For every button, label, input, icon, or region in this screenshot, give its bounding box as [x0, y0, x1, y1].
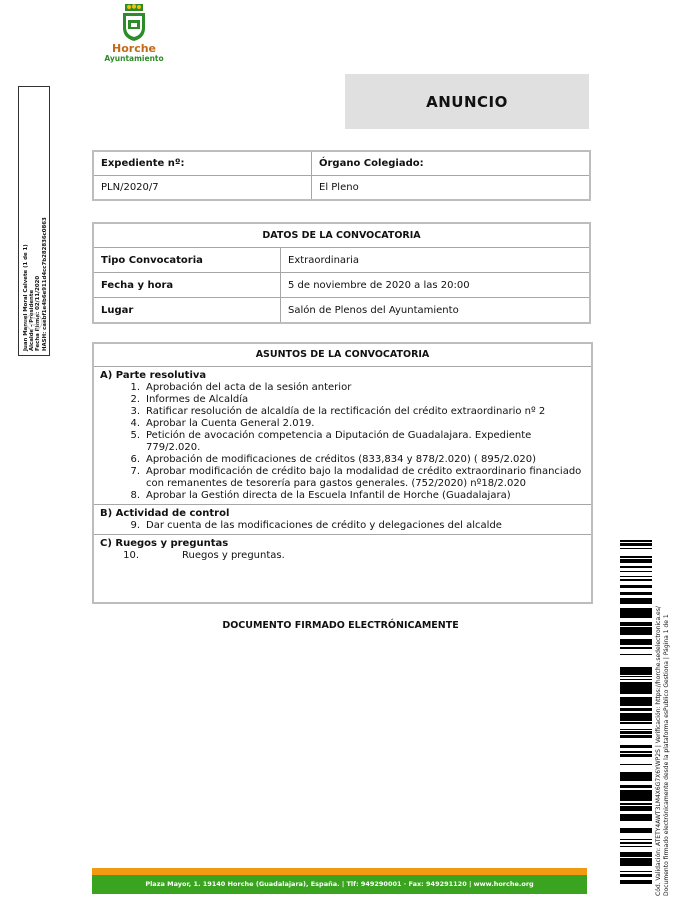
signature-date-line: Fecha Firma: 02/11/2020	[35, 275, 42, 351]
barcode-bar	[620, 793, 652, 796]
item-number: 4.	[130, 418, 140, 429]
barcode-bar	[620, 790, 652, 793]
barcode-bar	[620, 764, 652, 765]
barcode-bar	[620, 598, 652, 600]
barcode-bar	[620, 548, 652, 549]
barcode-bar	[620, 682, 652, 684]
barcode-bar	[620, 602, 652, 604]
signature-text	[23, 89, 48, 351]
list-item	[100, 382, 585, 394]
fecha-hora-value: 5 de noviembre de 2020 a las 20:00	[281, 273, 591, 298]
asuntos-box	[92, 342, 593, 604]
barcode-bar	[620, 708, 652, 711]
barcode-bar	[620, 670, 652, 672]
barcode-bar	[620, 852, 652, 854]
barcode-bar	[620, 755, 652, 757]
barcode-bar	[620, 798, 652, 801]
item-text: Aprobación de modificaciones de créditos (833,834 y 878/2.020) ( 895/2.020)	[146, 454, 536, 465]
signature-stamp-icon	[25, 313, 43, 331]
expediente-table	[92, 150, 591, 201]
item-number: 2.	[130, 394, 140, 405]
barcode-bar	[620, 585, 652, 588]
barcode-bar	[620, 854, 652, 857]
item-text: Ruegos y preguntas.	[182, 550, 285, 561]
validation-code-line: Cód. Validación: ATETY4AWT3LM4X6G7X6YWP2S | Verificación: https://horche.sedelectronica.es/	[655, 606, 662, 896]
barcode-bar	[620, 882, 652, 884]
barcode-bar	[620, 627, 652, 629]
barcode-bar	[620, 612, 652, 615]
barcode-bar	[620, 816, 652, 819]
expediente-label: Expediente nº:	[93, 151, 312, 176]
barcode-bar	[620, 615, 652, 618]
barcode-bar	[620, 880, 652, 882]
logo-subtitle: Ayuntamiento	[104, 54, 164, 63]
signature-hash-line: HASH: caebf1e4b6e911d4cc7b282836c0863	[41, 217, 48, 351]
barcode-bar	[620, 562, 652, 563]
barcode-bar	[620, 600, 652, 602]
barcode-bar	[620, 580, 652, 581]
barcode-bar	[620, 545, 652, 546]
logo-name: Horche	[112, 42, 156, 55]
barcode-bar	[620, 704, 652, 706]
barcode-bar	[620, 634, 652, 635]
item-text: Informes de Alcaldía	[146, 394, 249, 405]
barcode-bar	[620, 776, 652, 779]
barcode-bar	[620, 786, 652, 788]
section-title: B) Actividad de control	[100, 508, 230, 519]
barcode-bar	[620, 579, 652, 580]
barcode-bar	[620, 647, 652, 649]
fecha-hora-label: Fecha y hora	[93, 273, 281, 298]
barcode-bar	[620, 556, 652, 558]
barcode-bar	[620, 722, 652, 724]
barcode-bar	[620, 864, 652, 866]
barcode-bar	[620, 806, 652, 809]
signer-role-line: Alcalde - Presidente	[29, 289, 36, 351]
item-text: Ratificar resolución de alcaldía de la rectificación del crédito extraordinario nº 2	[146, 406, 546, 417]
barcode-bar	[620, 642, 652, 644]
list-item	[100, 430, 585, 454]
organo-value: El Pleno	[312, 176, 591, 201]
item-number: 8.	[130, 490, 140, 501]
item-text: Aprobar la Cuenta General 2.019.	[146, 418, 315, 429]
barcode-bar	[620, 814, 652, 816]
item-text: Aprobación del acta de la sesión anterior	[146, 382, 352, 393]
convocatoria-header: DATOS DE LA CONVOCATORIA	[93, 223, 590, 248]
item-number: 6.	[130, 454, 140, 465]
footer	[92, 868, 587, 896]
tipo-convocatoria-label: Tipo Convocatoria	[93, 248, 281, 273]
barcode-bar	[620, 639, 652, 642]
barcode-bar	[620, 571, 652, 572]
barcode-bar	[620, 846, 652, 847]
item-number: 7.	[130, 466, 140, 477]
section-parte-resolutiva	[94, 367, 591, 505]
barcode-bar	[620, 609, 652, 612]
item-number: 3.	[130, 406, 140, 417]
barcode-bar	[620, 632, 652, 634]
barcode-bar	[620, 625, 652, 626]
barcode-bar	[620, 689, 652, 692]
barcode-bar	[620, 874, 652, 877]
barcode-bar	[620, 718, 652, 721]
barcode-bar	[620, 644, 652, 645]
item-number: 10.	[123, 550, 139, 561]
barcode-bar	[620, 699, 652, 702]
barcode-bar	[620, 667, 652, 668]
barcode-bar	[620, 608, 652, 609]
barcode-bar	[620, 751, 652, 753]
barcode-bar	[620, 622, 652, 625]
barcode-bar	[620, 716, 652, 718]
barcode-bar	[620, 713, 652, 716]
tipo-convocatoria-value: Extraordinaria	[281, 248, 591, 273]
barcode-bar	[620, 737, 652, 738]
barcode-bar	[620, 828, 652, 830]
barcode-bar	[620, 779, 652, 781]
list-item	[100, 550, 585, 562]
lugar-label: Lugar	[93, 298, 281, 324]
barcode-bar	[620, 819, 652, 821]
barcode-bar	[620, 729, 652, 730]
asuntos-header: ASUNTOS DE LA CONVOCATORIA	[94, 344, 591, 367]
item-text: Aprobar la Gestión directa de la Escuela Infantil de Horche (Guadalajara)	[146, 490, 511, 501]
barcode-bar	[620, 775, 652, 776]
barcode-bar	[620, 745, 652, 748]
list-item	[100, 418, 585, 430]
list-item	[100, 454, 585, 466]
expediente-value: PLN/2020/7	[93, 176, 312, 201]
barcode-bar	[620, 692, 652, 694]
barcode-bar	[620, 668, 652, 670]
item-number: 1.	[130, 382, 140, 393]
footer-address: Plaza Mayor, 1. 19140 Horche (Guadalajara), España. | Tlf: 949290001 · Fax: 949291120 | www.horche.org	[92, 875, 587, 894]
barcode-bar	[620, 842, 652, 844]
barcode-bar	[620, 559, 652, 562]
item-text: Petición de avocación competencia a Diputación de Guadalajara. Expediente 779/2.020.	[146, 430, 532, 453]
validation-platform-line: Documento firmado electrónicamente desde la plataforma esPublico Gestiona | Página 1 de 1	[662, 614, 670, 896]
barcode-bar	[620, 576, 652, 577]
list-item	[100, 406, 585, 418]
barcode-bar	[620, 592, 652, 595]
footer-stripe	[92, 868, 587, 875]
list-item	[100, 394, 585, 406]
convocatoria-table	[92, 222, 591, 324]
signer-line: Juan Manuel Moral Calvete (1 de 1)	[23, 244, 29, 351]
barcode-bar	[620, 861, 652, 864]
barcode-bar	[620, 686, 652, 687]
barcode-bar	[620, 676, 652, 677]
organo-label: Órgano Colegiado:	[312, 151, 591, 176]
item-text: Aprobar modificación de crédito bajo la modalidad de crédito extraordinario financiado con remanentes de tesorería para gastos generales. (752/2020) nº18/2.020	[146, 466, 582, 489]
item-number: 9.	[130, 520, 140, 531]
barcode-bar	[620, 797, 652, 798]
page-title: ANUNCIO	[345, 74, 589, 129]
barcode-bar	[620, 871, 652, 872]
barcode-bar	[620, 858, 652, 861]
list-item	[100, 520, 585, 532]
section-title: A) Parte resolutiva	[100, 370, 207, 381]
barcode-bar	[620, 735, 652, 736]
barcode-bar	[620, 785, 652, 786]
barcode-bar	[620, 630, 652, 632]
barcode-bar	[620, 736, 652, 737]
barcode-icon	[620, 540, 652, 886]
barcode-bar	[620, 796, 652, 797]
barcode-bar	[620, 654, 652, 655]
list-item	[100, 490, 585, 502]
barcode-bar	[620, 809, 652, 811]
barcode-bar	[620, 839, 652, 840]
barcode-bar	[620, 754, 652, 755]
barcode-bar	[620, 772, 652, 775]
barcode-bar	[620, 830, 652, 833]
item-number: 5.	[130, 430, 140, 441]
barcode-bar	[620, 672, 652, 675]
barcode-bar	[620, 684, 652, 686]
validation-text	[655, 516, 670, 896]
item-text: Dar cuenta de las modificaciones de crédito y delegaciones del alcalde	[146, 520, 502, 531]
barcode-bar	[620, 687, 652, 689]
signed-notice: DOCUMENTO FIRMADO ELECTRÓNICAMENTE	[222, 620, 459, 631]
horche-logo	[104, 4, 164, 66]
section-title: C) Ruegos y preguntas	[100, 538, 229, 549]
barcode-bar	[620, 731, 652, 734]
signature-box	[18, 86, 50, 356]
barcode-bar	[620, 679, 652, 680]
list-item	[100, 466, 585, 490]
barcode-bar	[620, 540, 652, 542]
section-actividad-control	[94, 505, 591, 535]
barcode-bar	[620, 629, 652, 630]
section-ruegos-preguntas	[94, 535, 591, 564]
barcode-bar	[620, 543, 652, 545]
barcode-bar	[620, 697, 652, 699]
lugar-value: Salón de Plenos del Ayuntamiento	[281, 298, 591, 324]
barcode-bar	[620, 702, 652, 704]
barcode-bar	[620, 566, 652, 568]
coat-of-arms-icon	[121, 4, 147, 42]
barcode-bar	[620, 803, 652, 805]
